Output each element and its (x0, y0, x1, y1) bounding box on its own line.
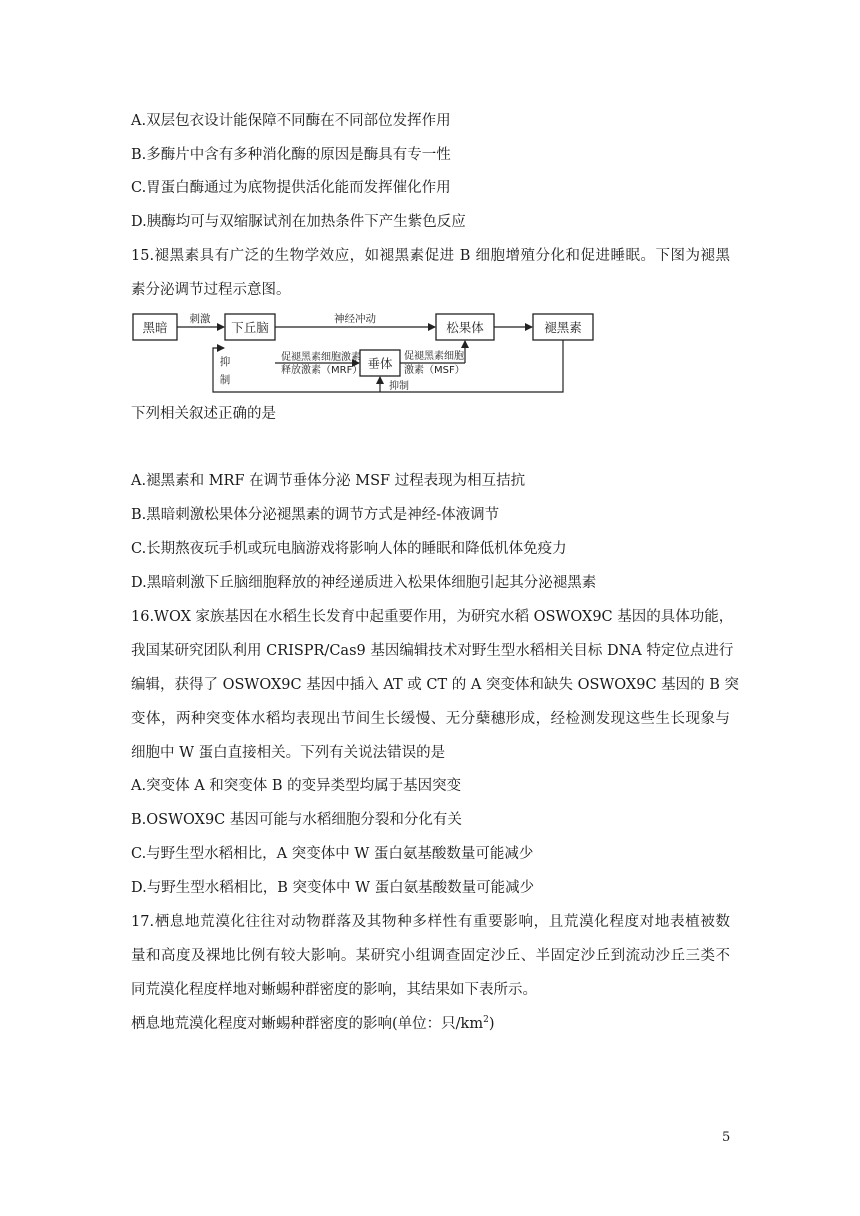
box-hypothalamus-label: 下丘脑 (231, 320, 269, 335)
q17-table-caption-end: ) (488, 1016, 495, 1032)
box-pituitary-label: 垂体 (367, 356, 393, 371)
label-mrf-line2: 释放激素（MRF） (281, 365, 363, 376)
q16-option-d: D.与野生型水稻相比，B 突变体中 W 蛋白氨基酸数量可能减少 (131, 880, 535, 896)
q14-option-b: B.多酶片中含有多种消化酶的原因是酶具有专一性 (131, 147, 451, 163)
q15-option-d: D.黑暗刺激下丘脑细胞释放的神经递质进入松果体细胞引起其分泌褪黑素 (131, 575, 597, 591)
q17-stem-line2: 量和高度及裸地比例有较大影响。某研究小组调查固定沙丘、半固定沙丘到流动沙丘三类不 (131, 948, 730, 964)
box-pineal-label: 松果体 (446, 320, 484, 335)
q17-stem-line1: 17.栖息地荒漠化往往对动物群落及其物种多样性有重要影响，且荒漠化程度对地表植被数 (131, 914, 730, 930)
q16-stem-line3: 编辑，获得了 OSWOX9C 基因中插入 AT 或 CT 的 A 突变体和缺失 OSWOX9C 基因的 B 突 (131, 677, 740, 693)
q14-option-a: A.双层包衣设计能保障不同酶在不同部位发挥作用 (131, 113, 451, 129)
q14-option-d: D.胰酶均可与双缩脲试剂在加热条件下产生紫色反应 (131, 214, 466, 230)
q17-table-caption (131, 1014, 730, 1034)
q15-option-c: C.长期熬夜玩手机或玩电脑游戏将影响人体的睡眠和降低机体免疫力 (131, 541, 567, 557)
q15-option-a: A.褪黑素和 MRF 在调节垂体分泌 MSF 过程表现为相互拮抗 (131, 473, 526, 489)
label-msf-line1: 促褪黑素细胞 (404, 351, 464, 362)
label-inhibit-left-2: 制 (219, 374, 231, 386)
label-mrf-line1: 促褪黑素细胞激素 (281, 352, 361, 363)
q16-stem-line4: 变体，两种突变体水稻均表现出节间生长缓慢、无分蘖穗形成，经检测发现这些生长现象与 (131, 711, 730, 727)
label-msf-line2: 激素（MSF） (404, 365, 465, 376)
q15-question: 下列相关叙述正确的是 (131, 406, 276, 422)
box-melatonin-label: 褪黑素 (544, 320, 582, 335)
q15-stem-line1: 15.褪黑素具有广泛的生物学效应，如褪黑素促进 B 细胞增殖分化和促进睡眠。下图为褪黑 (131, 248, 730, 264)
label-stimulus: 刺激 (189, 313, 211, 325)
melatonin-regulation-diagram (131, 306, 601, 398)
q17-table-caption-text: 栖息地荒漠化程度对蜥蜴种群密度的影响(单位：只/km (131, 1016, 484, 1032)
q16-stem-line1: 16.WOX 家族基因在水稻生长发育中起重要作用，为研究水稻 OSWOX9C 基因的具体功能， (131, 609, 734, 625)
label-inhibit-bottom: 抑制 (389, 381, 409, 392)
q15-option-b: B.黑暗刺激松果体分泌褪黑素的调节方式是神经-体液调节 (131, 507, 500, 523)
q16-stem-line5: 细胞中 W 蛋白直接相关。下列有关说法错误的是 (131, 745, 446, 761)
q15-stem-line2: 素分泌调节过程示意图。 (131, 282, 291, 298)
page-number: 5 (722, 1130, 731, 1145)
label-inhibit-left-1: 抑 (219, 356, 231, 368)
label-nerve-impulse: 神经冲动 (334, 313, 376, 325)
q16-option-a: A.突变体 A 和突变体 B 的变异类型均属于基因突变 (131, 778, 462, 794)
q17-stem-line3: 同荒漠化程度样地对蜥蜴种群密度的影响，其结果如下表所示。 (131, 982, 537, 998)
q16-stem-line2: 我国某研究团队利用 CRISPR/Cas9 基因编辑技术对野生型水稻相关目标 DNA 特定位点进行 (131, 643, 734, 659)
q16-option-c: C.与野生型水稻相比，A 突变体中 W 蛋白氨基酸数量可能减少 (131, 846, 534, 862)
q14-option-c: C.胃蛋白酶通过为底物提供活化能而发挥催化作用 (131, 180, 451, 196)
q17-table-caption-sup: 2 (483, 1015, 489, 1026)
q16-option-b: B.OSWOX9C 基因可能与水稻细胞分裂和分化有关 (131, 812, 462, 828)
box-dark-label: 黑暗 (142, 320, 168, 335)
